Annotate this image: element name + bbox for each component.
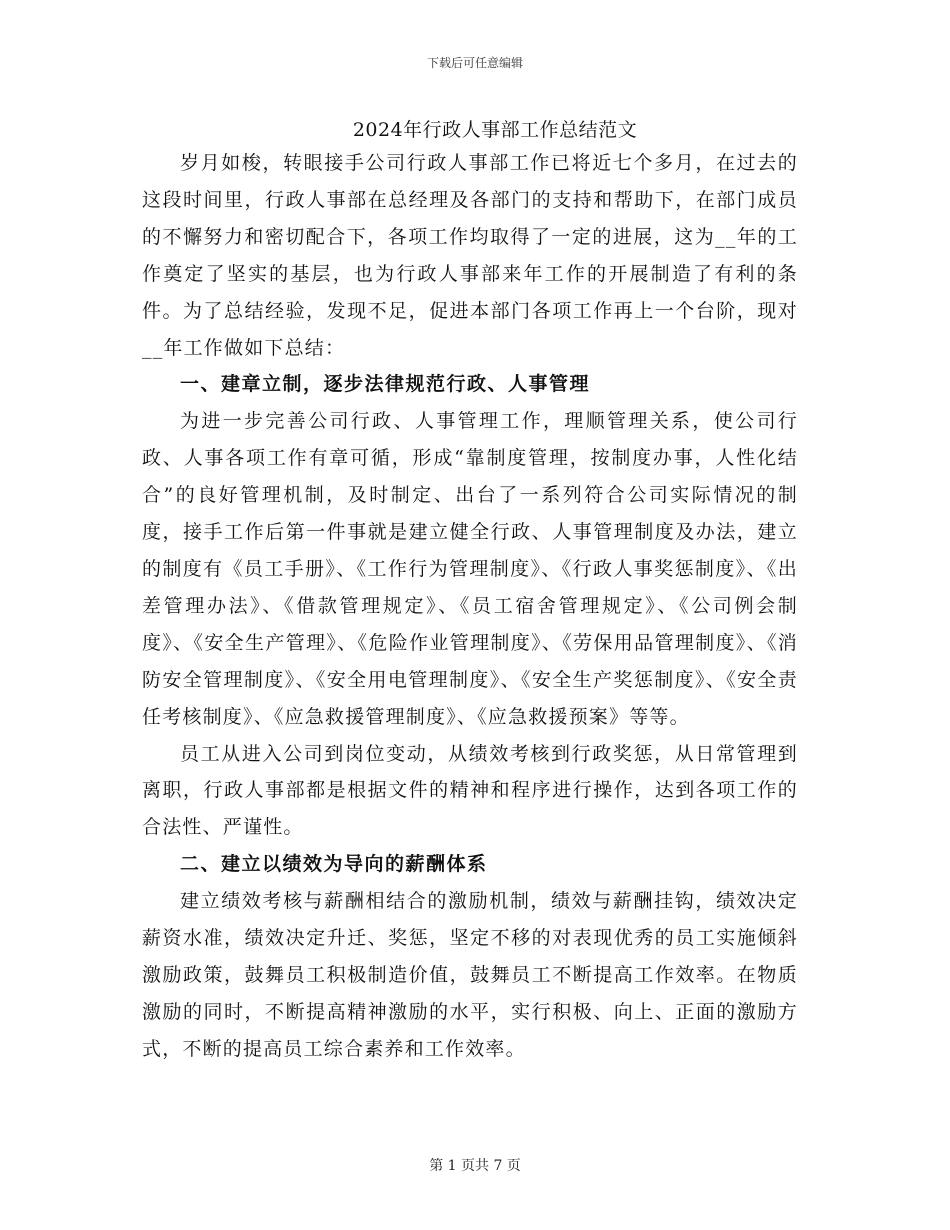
header-note: 下载后可任意编辑	[426, 56, 523, 70]
document-title: 2024年行政人事部工作总结范文	[352, 119, 638, 141]
page-number-footer: 第 1 页共 7 页	[429, 1158, 521, 1174]
section-1-paragraph-1: 为进一步完善公司行政、人事管理工作，理顺管理关系，使公司行政、人事各项工作有章可循，形成“靠制度管理，按制度办事，人性化结合”的良好管理机制，及时制定、出台了一系列符合公司实际情况的制度，接手工作后第一件事就是建立健全行政、人事管理制度及办法，建立的制度有《员工手册》、《工作行为管理制度》、《行政人事奖惩制度》、《出差管理办法》、《借款管理规定》、《员工宿舍管理规定》、《公司例会制度》、《安全生产管理》、《危险作业管理制度》、《劳保用品管理制度》、《消防安全管理制度》、《安全用电管理制度》、《安全生产奖惩制度》、《安全责任考核制度》、《应急救援管理制度》、《应急救援预案》等等。	[142, 410, 798, 728]
section-2-heading: 二、建立以绩效为导向的薪酬体系	[180, 853, 488, 876]
section-2-paragraph-1: 建立绩效考核与薪酬相结合的激励机制，绩效与薪酬挂钩，绩效决定薪资水准，绩效决定升迁、奖惩，坚定不移的对表现优秀的员工实施倾斜激励政策，鼓舞员工积极制造价值，鼓舞员工不断提高工作效率。在物质激励的同时，不断提高精神激励的水平，实行积极、向上、正面的激励方式，不断的提高员工综合素养和工作效率。	[142, 890, 798, 1060]
intro-paragraph: 岁月如梭，转眼接手公司行政人事部工作已将近七个多月，在过去的这段时间里，行政人事部在总经理及各部门的支持和帮助下，在部门成员的不懈努力和密切配合下，各项工作均取得了一定的进展，这为__年的工作奠定了坚实的基层，也为行政人事部来年工作的开展制造了有利的条件。为了总结经验，发现不足，促进本部门各项工作再上一个台阶，现对__年工作做如下总结：	[142, 152, 798, 359]
document-body	[142, 145, 798, 1068]
section-1-heading: 一、建章立制，逐步法律规范行政、人事管理	[180, 373, 591, 396]
section-1-paragraph-2: 员工从进入公司到岗位变动，从绩效考核到行政奖惩，从日常管理到离职，行政人事部都是根据文件的精神和程序进行操作，达到各项工作的合法性、严谨性。	[142, 742, 798, 839]
